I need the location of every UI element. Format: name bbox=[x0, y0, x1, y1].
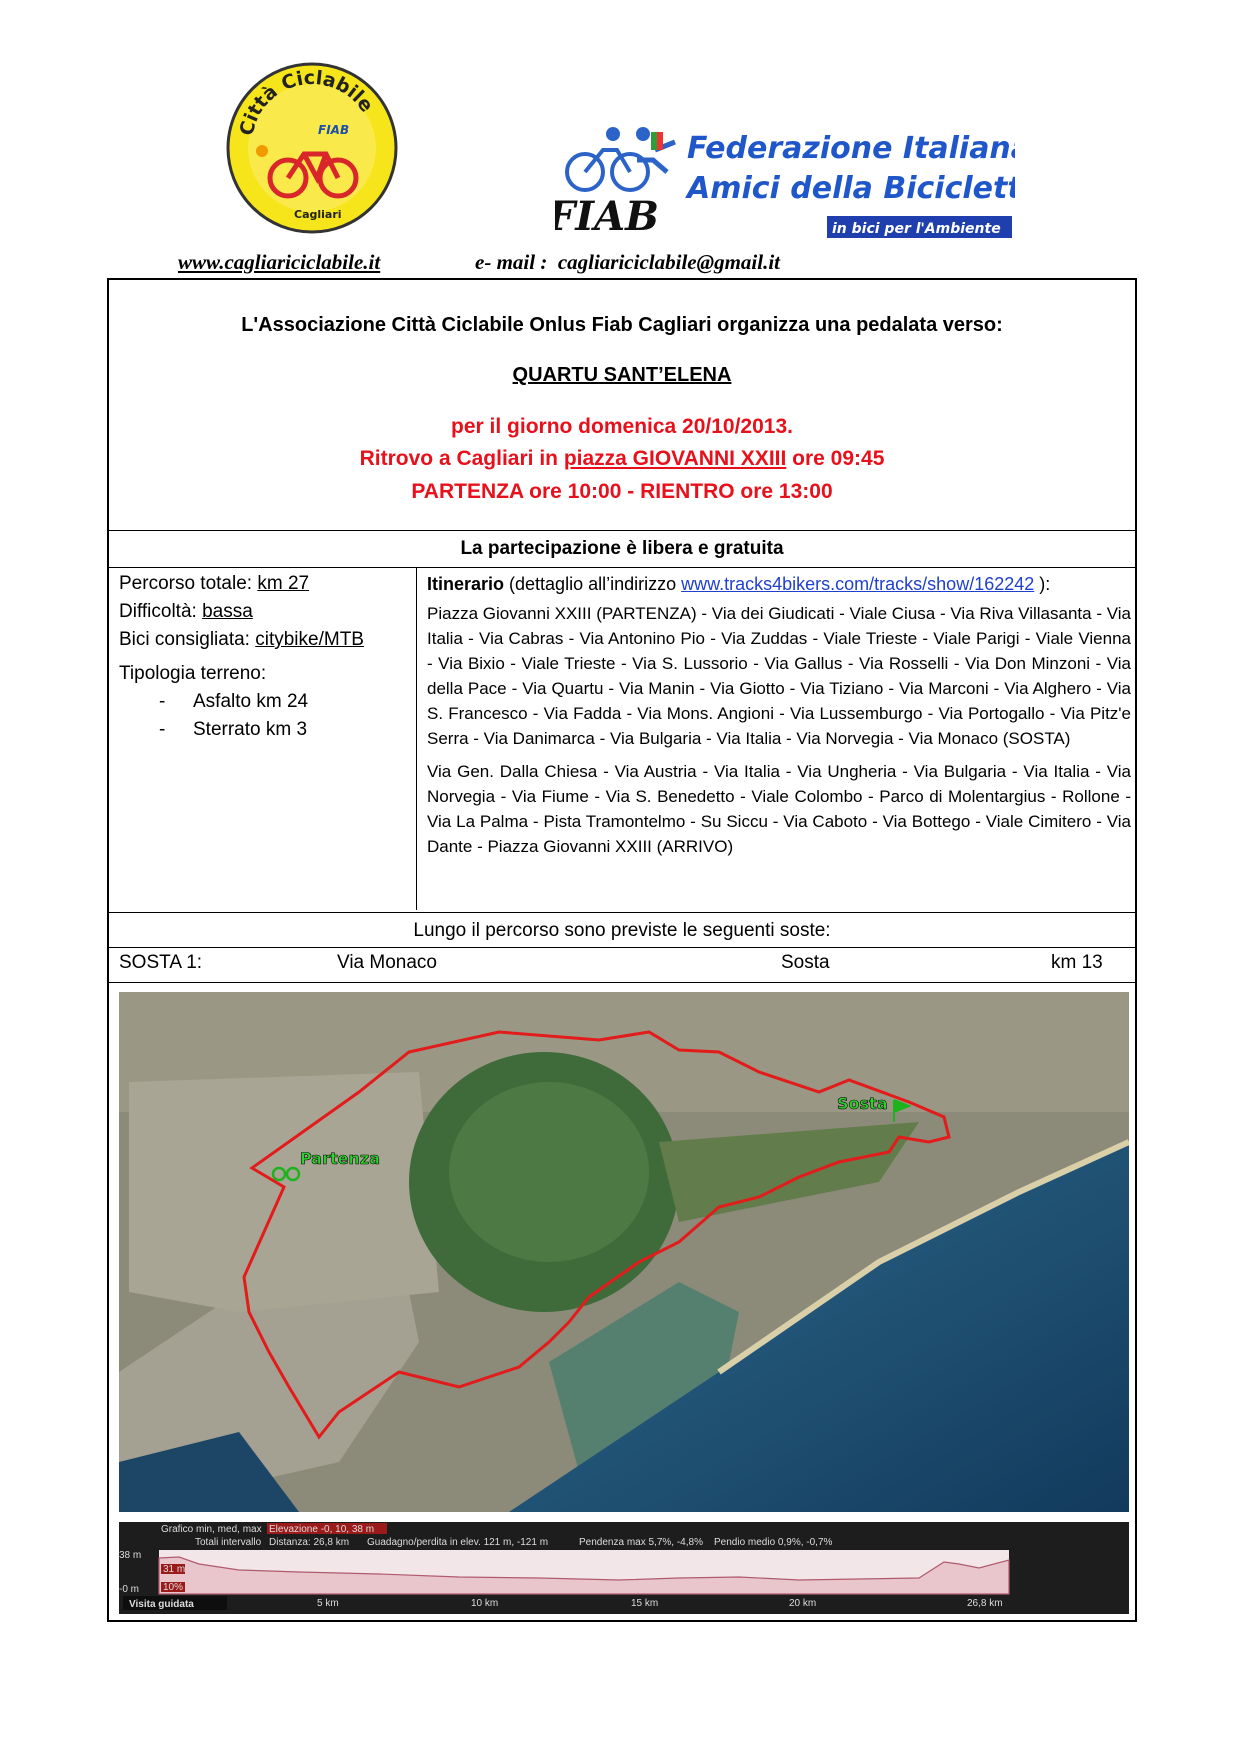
profile-gain: Guadagno/perdita in elev. 121 m, -121 m bbox=[367, 1537, 549, 1548]
stop-type: Sosta bbox=[781, 952, 830, 973]
email-label: e- mail : bbox=[475, 250, 548, 274]
route-map bbox=[119, 992, 1129, 1512]
svg-text:FIAB: FIAB bbox=[318, 123, 350, 137]
free-participation-note: La partecipazione è libera e gratuita bbox=[460, 538, 784, 559]
itinerary-heading: Itinerario (dettaglio all’indirizzo www.tracks4bikers.com/tracks/show/162242 ): bbox=[427, 574, 1051, 594]
fiab-tagline: in bici per l'Ambiente bbox=[832, 221, 1001, 237]
elevation-profile bbox=[119, 1522, 1129, 1614]
divider bbox=[109, 567, 1135, 568]
route-info bbox=[119, 570, 419, 744]
svg-text:Cagliari: Cagliari bbox=[294, 208, 342, 221]
tracks4bikers-link[interactable]: www.tracks4bikers.com/tracks/show/162242 bbox=[681, 574, 1035, 594]
x-label: 15 km bbox=[631, 1598, 659, 1609]
itinerary bbox=[427, 572, 1131, 867]
stop-name: SOSTA 1: bbox=[119, 952, 203, 973]
x-label: 10 km bbox=[471, 1598, 499, 1609]
event-date: per il giorno domenica 20/10/2013. bbox=[451, 415, 793, 438]
x-label: 5 km bbox=[317, 1598, 339, 1609]
stop-place: Via Monaco bbox=[337, 952, 437, 973]
profile-slope-max: Pendenza max 5,7%, -4,8% bbox=[579, 1537, 703, 1548]
terrain-item: - Sterrato km 3 bbox=[159, 719, 308, 740]
terrain-label: Tipologia terreno: bbox=[119, 663, 267, 684]
start-label: Partenza bbox=[300, 1149, 380, 1168]
cursor-slope: 10% bbox=[163, 1582, 184, 1593]
svg-text:Città Ciclabile: Città Ciclabile bbox=[235, 66, 378, 138]
column-divider bbox=[416, 568, 417, 910]
schedule: PARTENZA ore 10:00 - RIENTRO ore 13:00 bbox=[411, 480, 833, 503]
divider bbox=[109, 947, 1135, 948]
intro-text: L'Associazione Città Ciclabile Onlus Fiab Cagliari organizza una pedalata verso: bbox=[241, 314, 1003, 336]
email-line bbox=[475, 250, 780, 275]
profile-slope-avg: Pendio medio 0,9%, -0,7% bbox=[714, 1537, 833, 1548]
divider bbox=[109, 982, 1135, 983]
cursor-elevation: 31 m bbox=[163, 1564, 186, 1575]
itinerary-return: Via Gen. Dalla Chiesa - Via Austria - Via Italia - Via Ungheria - Via Bulgaria - Via Italia - Via Norvegia - Via Fiume - Via S. Benedetto - Viale Colombo - Parco di Molentargius - Rollone - Via La Palma - Pista Tramontelmo - Su Siccu - Via Caboto - Via Bottego - Viale Cimitero - Via Dante - Piazza Giovanni XXIII (ARRIVO) bbox=[427, 762, 1131, 856]
meeting-place: piazza GIOVANNI XXIII bbox=[563, 447, 787, 470]
stop-label: Sosta bbox=[837, 1094, 888, 1113]
guided-tour-button[interactable]: Visita guidata bbox=[129, 1599, 194, 1610]
profile-elevation: Elevazione -0, 10, 38 m bbox=[269, 1524, 375, 1535]
svg-text:FIAB: FIAB bbox=[555, 193, 659, 240]
meeting-info: Ritrovo a Cagliari in piazza GIOVANNI XXIII ore 09:45 bbox=[359, 447, 885, 470]
stops-intro: Lungo il percorso sono previste le seguenti soste: bbox=[413, 920, 831, 941]
route-difficulty: Difficoltà: bassa bbox=[119, 601, 253, 622]
destination: QUARTU SANT’ELENA bbox=[512, 364, 732, 386]
fiab-line2: Amici della Bicicletta bbox=[687, 171, 1015, 206]
route-total: Percorso totale: km 27 bbox=[119, 573, 310, 594]
itinerary-outbound: Piazza Giovanni XXIII (PARTENZA) - Via dei Giudicati - Viale Ciusa - Via Riva Villasanta - Via Italia - Via Cabras - Via Antonino Pio - Via Zuddas - Viale Trieste - Viale Parigi - Viale Vienna - Via Bixio - Viale Trieste - Via S. Lussorio - Via Gallus - Via Rosselli - Via Don Minzoni - Via della Pace - Via Quartu - Via Manin - Via Giotto - Via Tiziano - Via Marconi - Via Alghero - Via S. Francesco - Via Fadda - Via Mons. Angioni - Via Lussemburgo - Via Portogallo - Via Pitz'e Serra - Via Danimarca - Via Bulgaria - Via Italia - Via Norvegia - Via Monaco (SOSTA) bbox=[427, 604, 1131, 748]
fiab-line1: Federazione Italiana bbox=[687, 131, 1015, 166]
y-label: 38 m bbox=[119, 1550, 142, 1561]
divider bbox=[109, 912, 1135, 913]
x-label: 26,8 km bbox=[967, 1598, 1003, 1609]
fiab-logo bbox=[555, 120, 1015, 245]
terrain-item: - Asfalto km 24 bbox=[159, 691, 309, 712]
event-flyer-frame bbox=[107, 278, 1137, 1622]
stop-km: km 13 bbox=[1051, 952, 1103, 973]
profile-distance: Distanza: 26,8 km bbox=[269, 1537, 350, 1548]
email-address[interactable]: cagliariciclabile@gmail.it bbox=[557, 250, 781, 274]
profile-row1: Grafico min, med, max bbox=[161, 1524, 262, 1535]
city-area bbox=[129, 1072, 439, 1312]
y-label: -0 m bbox=[119, 1584, 139, 1595]
divider bbox=[109, 530, 1135, 531]
profile-total: Totali intervallo bbox=[195, 1537, 262, 1548]
x-label: 20 km bbox=[789, 1598, 817, 1609]
website-link[interactable]: www.cagliariciclabile.it bbox=[178, 250, 381, 274]
citta-ciclabile-logo bbox=[222, 56, 402, 236]
route-bike: Bici consigliata: citybike/MTB bbox=[119, 629, 364, 650]
